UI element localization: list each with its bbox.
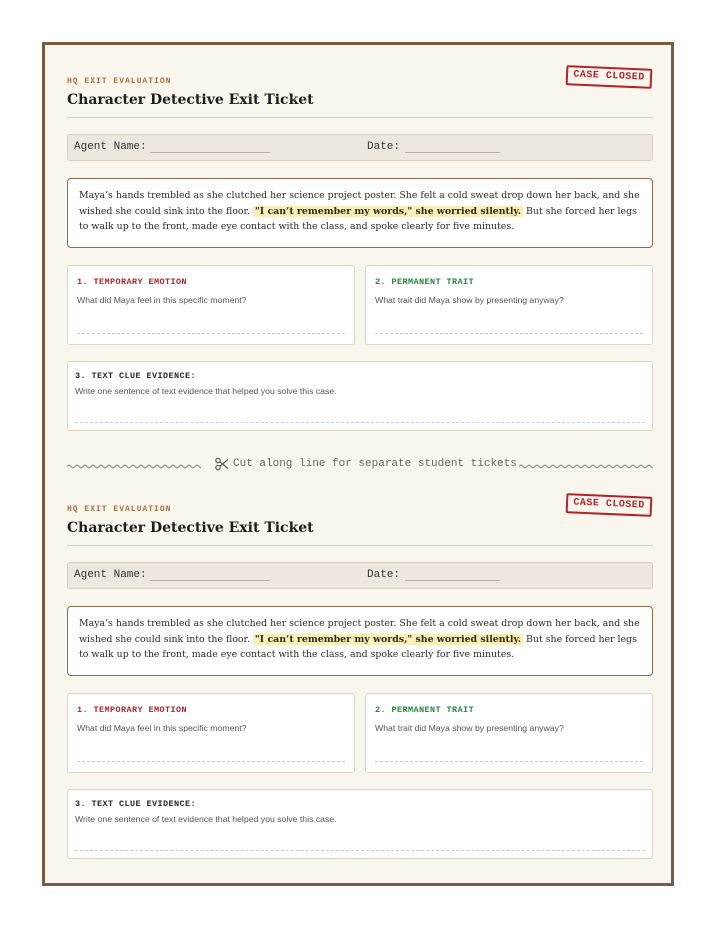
permanent-trait-prompt: What trait did Maya show by presenting anyway?	[375, 723, 564, 733]
cut-line-divider	[67, 454, 653, 474]
temporary-emotion-prompt: What did Maya feel in this specific moment?	[77, 295, 247, 305]
permanent-trait-card	[365, 693, 653, 773]
story-passage	[67, 606, 653, 676]
agent-name-field[interactable]	[150, 152, 270, 153]
passage-quote-highlight: "I can’t remember my words," she worried silently.	[254, 633, 522, 645]
ticket-eyebrow: HQ EXIT EVALUATION	[67, 505, 172, 514]
cut-wave-left	[67, 464, 201, 469]
text-clue-evidence-answer-line[interactable]	[75, 850, 645, 851]
case-closed-stamp: CASE CLOSED	[566, 493, 653, 517]
permanent-trait-title: 2. PERMANENT TRAIT	[375, 705, 475, 715]
date-label: Date:	[367, 569, 401, 581]
text-clue-evidence-prompt: Write one sentence of text evidence that helped you solve this case.	[75, 814, 337, 824]
title-divider	[67, 117, 653, 118]
permanent-trait-answer-line[interactable]	[375, 333, 643, 334]
permanent-trait-prompt: What trait did Maya show by presenting anyway?	[375, 295, 564, 305]
passage-quote-highlight: "I can’t remember my words," she worried silently.	[254, 205, 522, 217]
passage-text-before: Maya’s hands trembled as she clutched her science project poster. She felt a cold sweat drop down her back, and she wished she could sink into the floor.	[79, 618, 640, 645]
agent-name-label: Agent Name:	[74, 569, 147, 581]
ticket-eyebrow: HQ EXIT EVALUATION	[67, 77, 172, 86]
ticket-title: Character Detective Exit Ticket	[67, 92, 314, 108]
agent-name-field[interactable]	[150, 580, 270, 581]
scissors-icon	[215, 457, 229, 471]
date-field[interactable]	[405, 580, 500, 581]
permanent-trait-answer-line[interactable]	[375, 761, 643, 762]
temporary-emotion-title: 1. TEMPORARY EMOTION	[77, 277, 188, 287]
title-divider	[67, 545, 653, 546]
cut-instruction: Cut along line for separate student tickets	[233, 458, 517, 470]
temporary-emotion-answer-line[interactable]	[77, 333, 345, 334]
date-field[interactable]	[405, 152, 500, 153]
agent-info-bar	[67, 562, 653, 589]
passage-text-after: But she forced her legs to walk up to the front, made eye contact with the class, and spoke clearly for five minutes.	[79, 205, 637, 232]
temporary-emotion-title: 1. TEMPORARY EMOTION	[77, 705, 188, 715]
cut-wave-right	[519, 464, 653, 469]
text-clue-evidence-answer-line[interactable]	[75, 422, 645, 423]
case-closed-stamp: CASE CLOSED	[566, 65, 653, 89]
date-label: Date:	[367, 141, 401, 153]
text-clue-evidence-card	[67, 361, 653, 431]
temporary-emotion-answer-line[interactable]	[77, 761, 345, 762]
text-clue-evidence-title: 3. TEXT CLUE EVIDENCE:	[75, 371, 197, 381]
story-passage	[67, 178, 653, 248]
ticket-title: Character Detective Exit Ticket	[67, 520, 314, 536]
temporary-emotion-prompt: What did Maya feel in this specific moment?	[77, 723, 247, 733]
text-clue-evidence-prompt: Write one sentence of text evidence that helped you solve this case.	[75, 386, 337, 396]
passage-text-before: Maya’s hands trembled as she clutched her science project poster. She felt a cold sweat drop down her back, and she wished she could sink into the floor.	[79, 190, 640, 217]
permanent-trait-card	[365, 265, 653, 345]
text-clue-evidence-card	[67, 789, 653, 859]
agent-info-bar	[67, 134, 653, 161]
permanent-trait-title: 2. PERMANENT TRAIT	[375, 277, 475, 287]
agent-name-label: Agent Name:	[74, 141, 147, 153]
passage-text-after: But she forced her legs to walk up to the front, made eye contact with the class, and spoke clearly for five minutes.	[79, 633, 637, 660]
temporary-emotion-card	[67, 693, 355, 773]
temporary-emotion-card	[67, 265, 355, 345]
worksheet-page	[42, 42, 674, 886]
text-clue-evidence-title: 3. TEXT CLUE EVIDENCE:	[75, 799, 197, 809]
